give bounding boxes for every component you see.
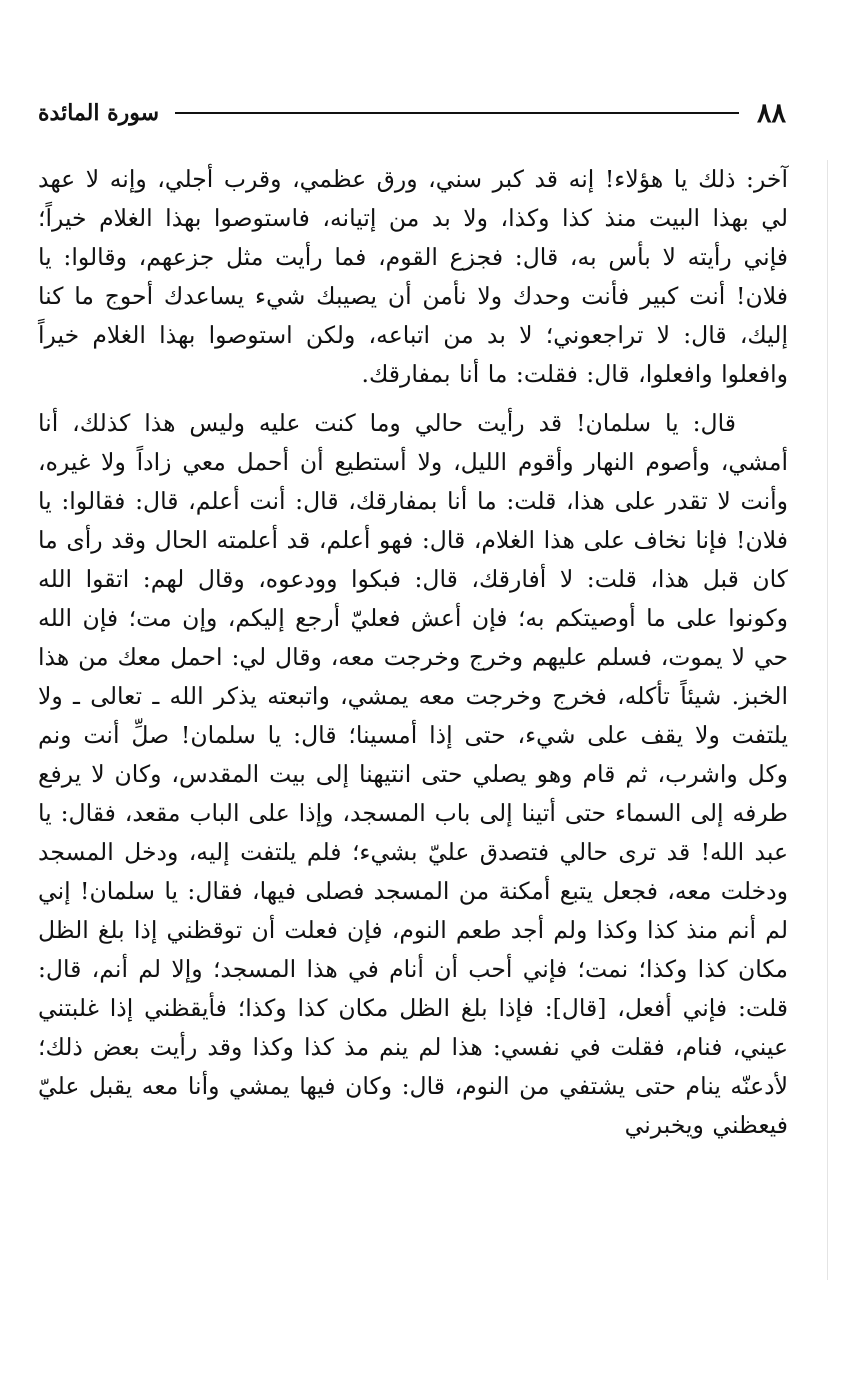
paragraph-1: آخر: ذلك يا هؤلاء! إنه قد كبر سني، ورق عظمي، وقرب أجلي، وإنه لا عهد لي بهذا البيت منذ كذا وكذا، ولا بد من إتيانه، فاستوصوا بهذا الغلام خيراً؛ فإني رأيته لا بأس به، قال: فجزع القوم، فما رأيت مثل جزعهم، وقالوا: يا فلان! أنت كبير فأنت وحدك ولا نأمن أن يصيبك شيء يساعدك أحوج ما كنا إليك، قال: لا تراجعوني؛ لا بد من اتباعه، ولكن استوصوا بهذا الغلام خيراً وافعلوا وافعلوا، قال: فقلت: ما أنا بمفارقك.: [38, 165, 788, 388]
paragraph-2: قال: يا سلمان! قد رأيت حالي وما كنت عليه وليس هذا كذلك، أنا أمشي، وأصوم النهار وأقوم الليل، ولا أستطيع أن أحمل معي زاداً ولا غيره، وأنت لا تقدر على هذا، قلت: ما أنا بمفارقك، قال: أنت أعلم، قال: فقالوا: يا فلان! فإنا نخاف على هذا الغلام، قال: فهو أعلم، قد أعلمته الحال وقد رأى ما كان قبل هذا، قلت: لا أفارقك، قال: فبكوا وودعوه، وقال لهم: اتقوا الله وكونوا على ما أوصيتكم به؛ فإن أعش فعليّ أرجع إليكم، وإن مت؛ فإن الله حي لا يموت، فسلم عليهم وخرج وخرجت معه، وقال لي: احمل معك من هذا الخبز. شيئاً تأكله، فخرج وخرجت معه يمشي، واتبعته يذكر الله ـ تعالى ـ ولا يلتفت ولا يقف على شيء، حتى إذا أمسينا؛ قال: يا سلمان! صلِّ أنت ونم وكل واشرب، ثم قام وهو يصلي حتى انتيهنا إلى بيت المقدس، وكان لا يرفع طرفه إلى السماء حتى أتينا إلى باب المسجد، وإذا على الباب مقعد، فقال: يا عبد الله! قد ترى حالي فتصدق عليّ بشيء؛ فلم يلتفت إليه، ودخل المسجد ودخلت معه، فجعل يتبع أمكنة من المسجد فصلى فيها، فقال: يا سلمان! إني لم أنم منذ كذا وكذا ولم أجد طعم النوم، فإن فعلت أن توقظني إذا بلغ الظل مكان كذا وكذا؛ نمت؛ فإني أحب أن أنام في هذا المسجد؛ وإلا لم أنم، قال: قلت: فإني أفعل، [قال]: فإذا بلغ الظل مكان كذا وكذا؛ فأيقظني إذا غلبتني عيني، فنام، فقلت في نفسي: هذا لم ينم مذ كذا وكذا وقد رأيت بعض ذلك؛ لأدعنّه ينام حتى يشتفي من النوم، قال: وكان فيها يمشي وأنا معه يقبل عليّ فيعظني ويخبرني: [38, 409, 788, 1139]
page-header: [38, 95, 786, 131]
header-rule: [175, 112, 739, 114]
page-edge-line: [827, 160, 828, 1280]
surah-title: سورة المائدة: [38, 100, 160, 126]
page-number: ٨٨: [756, 97, 786, 129]
page-body: [38, 160, 788, 1145]
